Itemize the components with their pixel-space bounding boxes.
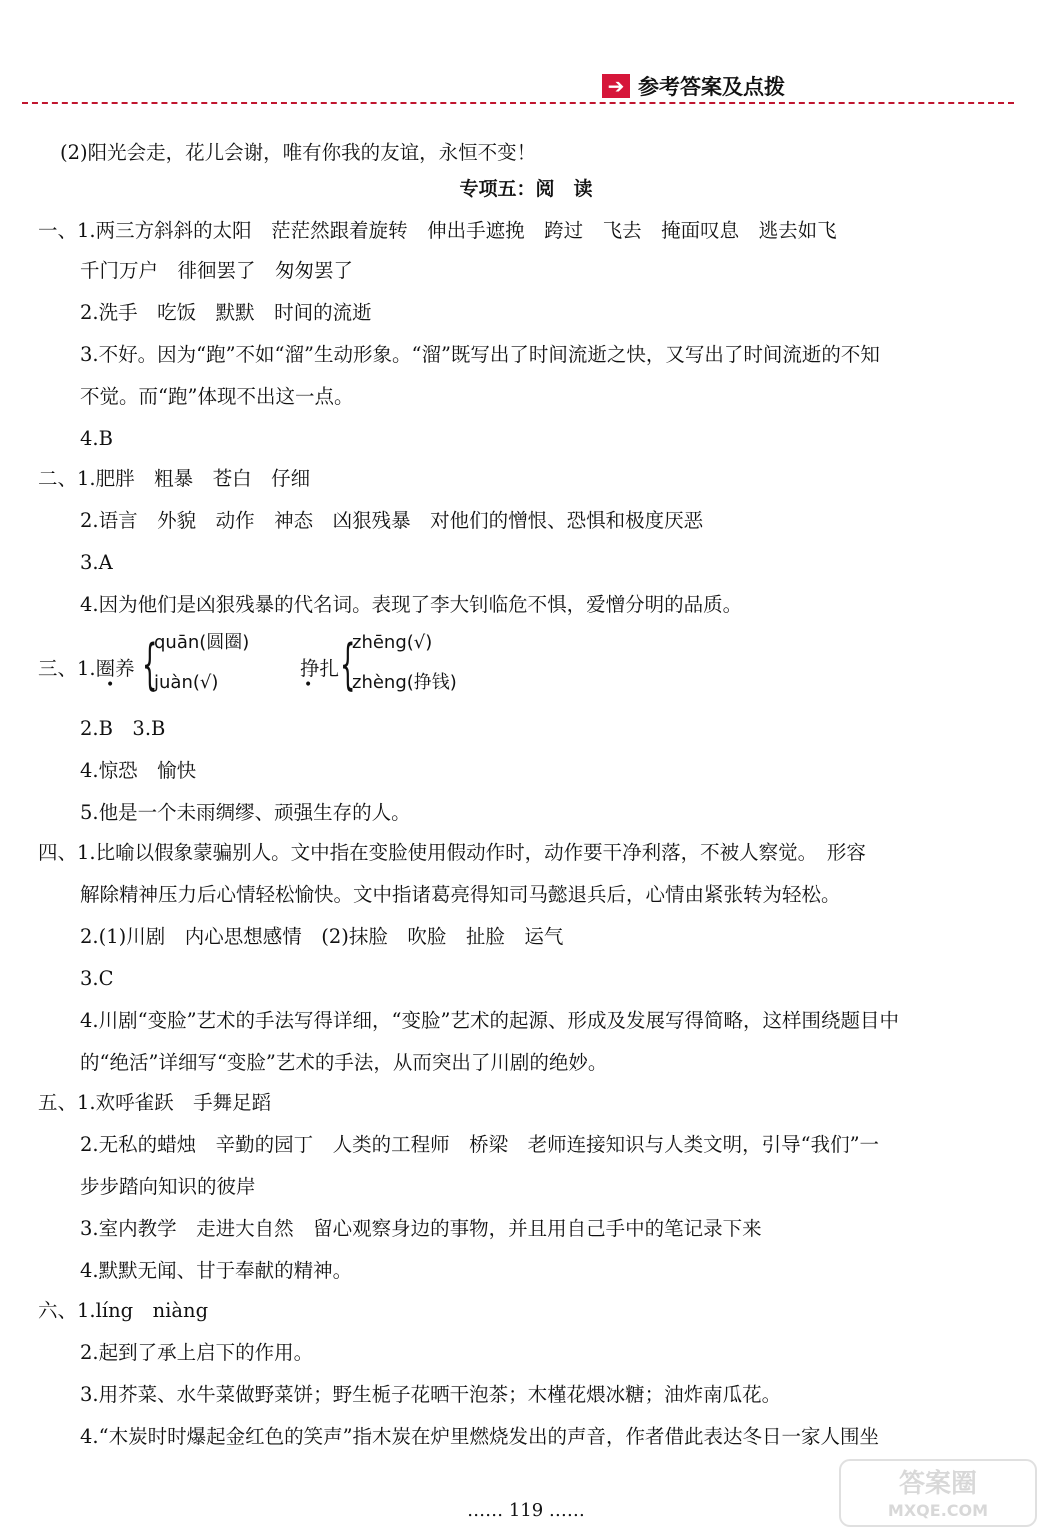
pinyin-option: zhēng(√) (352, 632, 433, 653)
answer-line: 4.“木炭时时爆起金红色的笑声”指木炭在炉里燃烧发出的声音，作者借此表达冬日一家人围坐 (80, 1425, 880, 1448)
answer-line: 解除精神压力后心情轻松愉快。文中指诸葛亮得知司马懿退兵后，心情由紧张转为轻松。 (80, 883, 841, 906)
answer-line: 5.他是一个未雨绸缪、顽强生存的人。 (80, 801, 411, 824)
pinyin-brace-group (38, 630, 498, 708)
answer-line: 五、1.欢呼雀跃 手舞足蹈 (38, 1091, 272, 1114)
arrow-right-icon: ➔ (602, 74, 630, 98)
header-label: 参考答案及点拨 (638, 75, 785, 99)
page-number: …… 119 …… (467, 1500, 585, 1521)
answer-line: 步步踏向知识的彼岸 (80, 1175, 256, 1198)
answer-line: 3.用芥菜、水牛菜做野菜饼；野生栀子花晒干泡茶；木槿花煨冰糖；油炸南瓜花。 (80, 1383, 782, 1406)
answer-line: 四、1.比喻以假象蒙骗别人。文中指在变脸使用假动作时，动作要干净利落，不被人察觉。 形容 (38, 841, 866, 864)
answer-line: 2.起到了承上启下的作用。 (80, 1341, 314, 1364)
section-title: 专项五：阅 读 (459, 178, 593, 200)
answer-line: (2)阳光会走，花儿会谢，唯有你我的友谊，永恒不变！ (60, 141, 537, 164)
answer-line: 3.A (80, 551, 113, 574)
header-tag (602, 72, 785, 100)
watermark-logo (838, 1458, 1038, 1528)
brace-icon: { (340, 633, 356, 696)
answer-line: 4.川剧“变脸”艺术的手法写得详细，“变脸”艺术的起源、形成及发展写得简略，这样围绕题目中 (80, 1009, 899, 1032)
answer-line: 一、1.两三方斜斜的太阳 茫茫然跟着旋转 伸出手遮挽 跨过 飞去 掩面叹息 逃去如飞 (38, 219, 837, 242)
header-dashed-rule (22, 102, 1014, 104)
answer-line: 的“绝活”详细写“变脸”艺术的手法，从而突出了川剧的绝妙。 (80, 1051, 608, 1074)
brace-icon: { (142, 633, 158, 696)
pinyin-option: quān(圆圈) (154, 632, 250, 653)
answer-line: 2.语言 外貌 动作 神态 凶狠残暴 对他们的憎恨、恐惧和极度厌恶 (80, 509, 704, 532)
answer-line: 4.默默无闻、甘于奉献的精神。 (80, 1259, 353, 1282)
answer-line: 4.因为他们是凶狠残暴的代名词。表现了李大钊临危不惧，爱憎分明的品质。 (80, 593, 743, 616)
answer-line: 2.无私的蜡烛 辛勤的园丁 人类的工程师 桥梁 老师连接知识与人类文明，引导“我们”一 (80, 1133, 880, 1156)
answer-line: 不觉。而“跑”体现不出这一点。 (80, 385, 354, 408)
answer-line: 4.惊恐 愉快 (80, 759, 197, 782)
answer-line: 千门万户 徘徊罢了 匆匆罢了 (80, 259, 354, 282)
answer-line: 2.(1)川剧 内心思想感情 (2)抹脸 吹脸 扯脸 运气 (80, 925, 564, 948)
svg-text:MXQE.COM: MXQE.COM (887, 1501, 989, 1520)
pinyin-option: zhèng(挣钱) (352, 672, 457, 693)
pinyin-option: juàn(√) (154, 672, 219, 693)
svg-text:答案圈: 答案圈 (898, 1469, 978, 1499)
emphasis-dot: • (304, 677, 313, 693)
answer-line: 3.室内教学 走进大自然 留心观察身边的事物，并且用自己手中的笔记录下来 (80, 1217, 762, 1240)
answer-line: 2.B 3.B (80, 717, 166, 740)
answer-line: 二、1.肥胖 粗暴 苍白 仔细 (38, 467, 311, 490)
answer-line: 2.洗手 吃饭 默默 时间的流逝 (80, 301, 372, 324)
answer-line: 4.B (80, 427, 113, 450)
emphasis-dot: • (106, 677, 115, 693)
answer-line: 3.C (80, 967, 114, 990)
answer-line: 三、1.圈养 (38, 657, 135, 680)
answer-line: 六、1.líng niàng (38, 1299, 209, 1322)
page-header (22, 72, 1014, 108)
answer-line: 3.不好。因为“跑”不如“溜”生动形象。“溜”既写出了时间流逝之快，又写出了时间流逝的不知 (80, 343, 880, 366)
answer-line: 挣扎 (300, 657, 340, 680)
